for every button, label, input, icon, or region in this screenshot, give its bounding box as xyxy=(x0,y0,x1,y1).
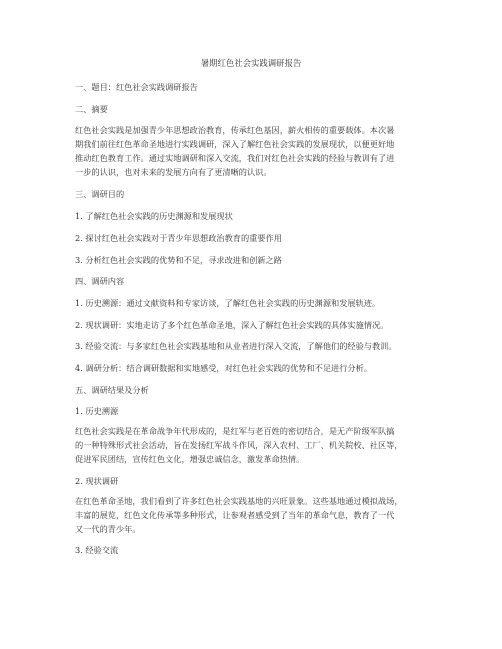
result-status-line: 丰富的展览，红色文化传承等多种形式，让参观者感受到了当年的革命气息，教育了一代 xyxy=(75,510,395,520)
section-heading-abstract: 二、摘要 xyxy=(75,104,108,114)
result-history-line: 红色社会实践是在革命战争年代形成的，是红军与老百姓的密切结合，是无产阶级军队搞 xyxy=(75,426,395,436)
purpose-item: 3. 分析红色社会实践的优势和不足，寻求改进和创新之路 xyxy=(75,255,282,265)
abstract-paragraph xyxy=(75,123,435,179)
result-subheading-history: 1. 历史溯源 xyxy=(75,406,119,416)
abstract-line: 红色社会实践是加强青少年思想政治教育，传承红色基因，薪火相传的重要载体。本次暑 xyxy=(75,125,395,135)
section-heading-purpose: 三、调研目的 xyxy=(75,189,125,199)
content-item: 1. 历史溯源：通过文献资料和专家访谈，了解红色社会实践的历史渊源和发展轨迹。 xyxy=(75,298,381,308)
content-item: 3. 经验交流：与多家红色社会实践基地和从业者进行深入交流，了解他们的经验与教训。 xyxy=(75,341,397,351)
abstract-line: 期我们前往红色革命圣地进行实践调研，深入了解红色社会实践的发展现状，以便更好地 xyxy=(75,139,395,149)
result-history-line: 的一种特殊形式社会活动，旨在发扬红军战斗作风，深入农村、工厂、机关院校、社区等， xyxy=(75,440,403,450)
abstract-line: 一步的认识，也对未来的发展方向有了更清晰的认识。 xyxy=(75,167,272,177)
abstract-line: 推动红色教育工作。通过实地调研和深入交流，我们对红色社会实践的经验与教训有了进 xyxy=(75,153,395,163)
result-status-line: 在红色革命圣地，我们看到了许多红色社会实践基地的兴旺景象。这些基地通过模拟战场， xyxy=(75,496,403,506)
content-item: 2. 现状调研：实地走访了多个红色革命圣地，深入了解红色社会实践的具体实施情况。 xyxy=(75,320,389,330)
section-heading-content: 四、调研内容 xyxy=(75,276,125,286)
purpose-item: 2. 探讨红色社会实践对于青少年思想政治教育的重要作用 xyxy=(75,233,282,243)
result-subheading-exchange: 3. 经验交流 xyxy=(75,545,119,555)
result-status-line: 又一代的青少年。 xyxy=(75,524,141,534)
section-heading-results: 五、调研结果及分析 xyxy=(75,385,149,395)
purpose-item: 1. 了解红色社会实践的历史渊源和发展现状 xyxy=(75,211,233,221)
result-subheading-status: 2. 现状调研 xyxy=(75,476,119,486)
section-topic: 一、题目：红色社会实践调研报告 xyxy=(75,82,198,92)
document-title: 暑期红色社会实践调研报告 xyxy=(200,58,302,68)
result-status-paragraph xyxy=(75,494,435,536)
result-history-line: 促进军民团结，宣传红色文化，增强忠诚信念，激发革命热情。 xyxy=(75,454,305,464)
content-item: 4. 调研分析：结合调研数据和实地感受，对红色社会实践的优势和不足进行分析。 xyxy=(75,363,372,373)
result-history-paragraph xyxy=(75,424,435,466)
